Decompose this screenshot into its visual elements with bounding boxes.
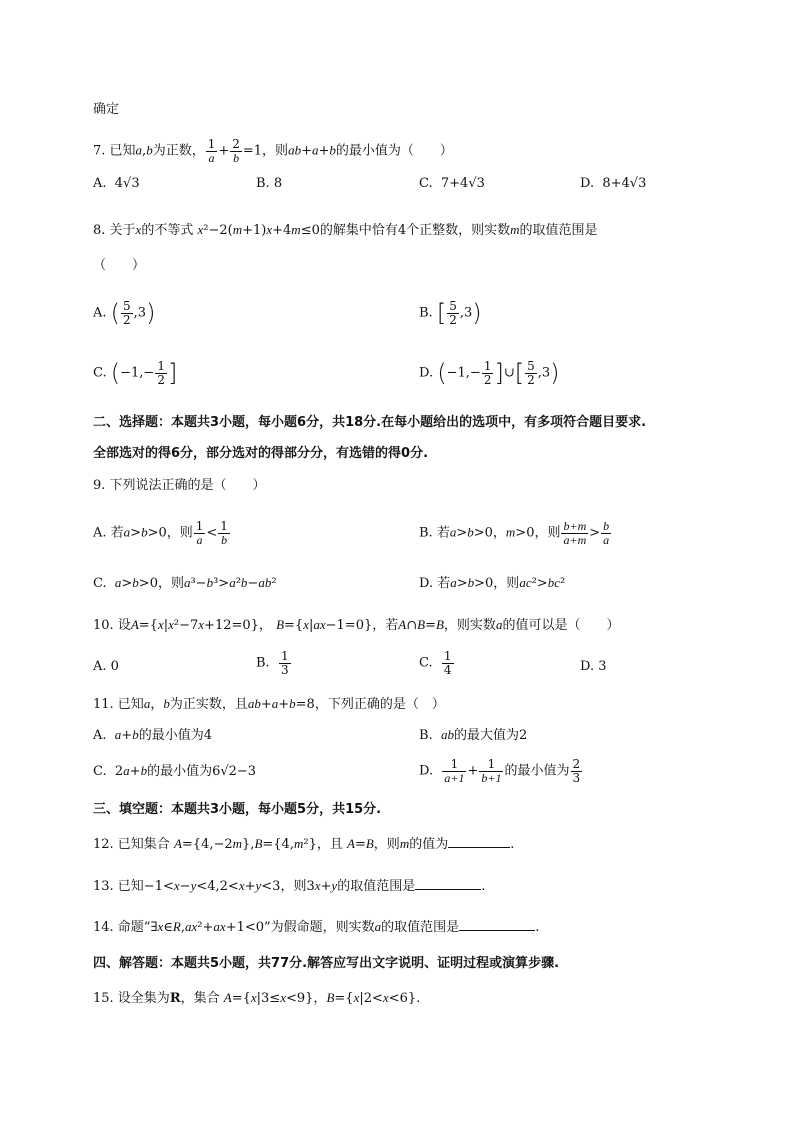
option-9c: C. a>b>0，则a³−b³>a²b−ab² bbox=[93, 575, 277, 591]
section-3-heading: 三、填空题：本题共3小题，每小题5分，共15分. bbox=[93, 802, 382, 817]
section-4-heading: 四、解答题：本题共5小题，共77分.解答应写出文字说明、证明过程或演算步骤. bbox=[93, 956, 560, 971]
option-11d: D. $\frac{1}{a+1}$ + $\frac{1}{b+1}$ 的最小值为 $\frac{2}{3}$ bbox=[419, 757, 581, 785]
option-8d: D. (−1,− $\frac{1}{2}$ ]∪[ $\frac{5}{2}$ ,3) bbox=[419, 359, 560, 388]
question-9-stem: 9. 下列说法正确的是（ ） bbox=[93, 478, 266, 493]
option-7d: D. 8+4√3 bbox=[580, 176, 647, 191]
option-8c: C. (−1,− $\frac{1}{2}$ ] bbox=[93, 359, 178, 388]
option-10b: B. $\frac{1}{3}$ bbox=[256, 649, 289, 677]
question-10-stem: 10. 设A={x|x²−7x+12=0}， B={x|ax−1=0}，若A∩B=B，则实数a的值可以是（ ） bbox=[93, 617, 620, 633]
section-2-heading: 二、选择题：本题共3小题，每小题6分，共18分.在每小题给出的选项中，有多项符合题目要求. bbox=[93, 415, 647, 430]
option-9a: A. 若a>b>0，则 $\frac{1}{a}$ < $\frac{1}{b}$ bbox=[93, 519, 228, 547]
option-7a: A. 4√3 bbox=[93, 176, 140, 191]
option-10a: A. 0 bbox=[93, 659, 119, 674]
question-11-stem: 11. 已知a，b为正实数，且ab+a+b=8，下列正确的是（ ） bbox=[93, 696, 445, 712]
question-14: 14. 命题“∃x∈R,ax²+ax+1<0”为假命题，则实数a的取值范围是 . bbox=[93, 919, 540, 935]
question-13: 13. 已知−1<x−y<4,2<x+y<3，则3x+y的取值范围是 . bbox=[93, 878, 486, 894]
option-10d: D. 3 bbox=[580, 659, 607, 674]
continued-text: 确定 bbox=[93, 102, 120, 117]
option-7b: B. 8 bbox=[256, 176, 283, 191]
option-11a: A. a+b的最小值为4 bbox=[93, 727, 212, 743]
question-12: 12. 已知集合 A={4,−2m},B={4,m²}，且 A=B，则m的值为 . bbox=[93, 836, 515, 852]
question-7-stem: 7. 已知a,b为正数， $\frac{1}{a}$ + $\frac{2}{b}$ =1，则ab+a+b的最小值为（ ） bbox=[93, 137, 453, 165]
option-9b: B. 若a>b>0，m>0，则 $\frac{b+m}{a+m}$ > $\frac{b}{a}$ bbox=[419, 519, 610, 547]
question-15: 15. 设全集为R，集合 A={x|3≤x<9}，B={x|2<x<6}. bbox=[93, 990, 421, 1006]
option-11c: C. 2a+b的最小值为6√2−3 bbox=[93, 763, 257, 779]
option-10c: C. $\frac{1}{4}$ bbox=[419, 649, 452, 677]
option-11b: B. ab的最大值为2 bbox=[419, 727, 528, 743]
section-2-rules: 全部选对的得6分，部分选对的得部分分，有选错的得0分. bbox=[93, 446, 429, 461]
option-8a: A. ( $\frac{5}{2}$ ,3) bbox=[93, 299, 156, 328]
option-9d: D. 若a>b>0，则ac²>bc² bbox=[419, 575, 566, 591]
option-8b: B. [ $\frac{5}{2}$ ,3) bbox=[419, 299, 482, 328]
option-7c: C. 7+4√3 bbox=[419, 176, 485, 191]
question-8-stem: 8. 关于x的不等式 x²−2(m+1)x+4m≤0的解集中恰有4个正整数，则实数m的取值范围是 bbox=[93, 222, 598, 238]
question-8-paren: （ ） bbox=[93, 258, 146, 273]
